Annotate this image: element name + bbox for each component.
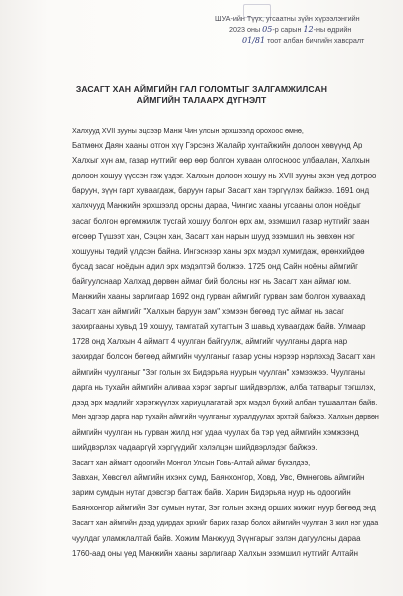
text-line: зарим сумдын нутаг дэвсгэр багтаж байв. Харин Бидэрьяа нуур нь одоогийн xyxy=(72,488,351,498)
document-body xyxy=(44,123,379,561)
paragraph-1 xyxy=(44,123,379,455)
text-line: Засагт хан аймгийг "Халхын баруун зам" хэмээн бөгөөд тус аймаг нь засаг xyxy=(72,307,345,317)
stamp-day-suffix: -ны өдрийн xyxy=(313,25,352,34)
text-line: Засагт хан аймгийн дээд удирдах эрхийг барих газар болох аймгийн чуулган 3 жил нэг удаа xyxy=(72,518,379,528)
stamp-letter-number-handwritten: 01/81 xyxy=(242,36,266,45)
text-line: захиргааны хувьд 19 хошуу, тамгатай хутагтын 3 шавьд хуваагдаж байв. Улмаар xyxy=(72,322,366,332)
text-line: бусад засаг ноёдын адил эрх мэдэлтэй болжээ. 1725 онд Сайн ноёны аймгийг xyxy=(72,261,358,271)
document-title xyxy=(0,84,403,106)
text-line: аймгийн чуулганыг "Зэг голын эх Бидэрьяа нуурын чуулган" хэмээжээ. Чуулганы xyxy=(72,367,365,377)
paragraph-2 xyxy=(44,455,379,561)
text-line: шийдвэрлэх чадааргүй хэргүүдийг хэлэлцэн шийдвэрлэдэг байжээ. xyxy=(72,442,318,452)
text-line: баруун, зүүн гарт хуваагдаж, баруун гарыг Засагт хан тэргүүлэх байжээ. 1691 онд xyxy=(72,186,370,196)
text-line: захирдаг болсон бөгөөд аймгийн чуулганыг газар усны нэрээр нэрлэхэд Засагт хан xyxy=(72,352,376,362)
text-line: Засагт хан аймагт одоогийн Монгол Улсын Говь-Алтай аймаг бүхэлдээ, xyxy=(72,458,311,468)
text-line: өгсөөр Түшээт хан, Сэцэн хан, Засагт хан нарын шууд эзэмшил нь зөвхөн нэг xyxy=(72,231,355,241)
text-line: засаг болгон өргөмжилж тусгай хошуу болгон өрх ам, эзэмшил газар нутгийг заан xyxy=(72,216,370,226)
stamp-month-handwritten: 05 xyxy=(262,25,273,34)
stamp-line-date xyxy=(215,24,403,35)
text-line: 1728 онд Халхын 4 аймагт 4 чуулган байгуулж, аймгийг чуулганы дарга нар xyxy=(72,337,348,347)
text-line: Манжийн хааны зарлигаар 1692 онд гурван аймгийг гурван зам болгон хуваахад xyxy=(72,292,366,302)
text-line: дарга нь тухайн аймгийн аливаа хэрэг заргыг шийдвэрлэж, алба татварыг тэгшлэх, xyxy=(72,382,376,392)
text-line: долоон хошуу үүссэн гэж үздэг. Халхын долоон хошуу нь XVII зууны эхэн үед дотроо xyxy=(72,171,377,181)
text-line: Мөн эдгээр дарга нар тухайн аймгийн чуулганыг хуралдуулах эрхтэй байжээ. Халхын дөрвөн xyxy=(72,412,379,421)
text-line: аймгийн чуулган нь гурван жилд нэг удаа чуулах ба тэр үед аймгийн хэмжээнд xyxy=(72,427,359,437)
registration-stamp xyxy=(215,13,403,46)
text-line: Баянхонгор аймгийн Зэг сумын нутаг, Зэг голын эхэнд орших жижиг нуур бөгөөд энд xyxy=(72,503,376,513)
title-line-1: ЗАСАГТ ХАН АЙМГИЙН ГАЛ ГОЛОМТЫГ ЗАЛГАМЖИЛСАН xyxy=(75,84,328,94)
text-line: 1760-аад оны үед Манжийн хааны зарлигаар Халхын эзэмшил нутгийг Алтайн xyxy=(72,548,358,558)
stamp-letter-text: тоот албан бичгийн хавсралт xyxy=(267,36,365,45)
text-line: Завхан, Хөвсгөл аймгийн ихэнх сумд, Баянхонгор, Ховд, Увс, Өмнөговь аймгийн xyxy=(72,473,365,483)
text-line: Халхууд XVII зууны эцсээр Манж Чин улсын эрхшээлд орохоос өмнө, xyxy=(72,126,304,135)
stamp-day-handwritten: 12 xyxy=(303,25,314,34)
stamp-line-institute: ШУА-ийн Түүх, угсаатны зүйн хүрээлэнгийн xyxy=(215,14,360,23)
stamp-line-letter xyxy=(215,35,403,46)
stamp-year: 2023 оны xyxy=(229,25,261,34)
text-line: байгуулснаар Халхад дөрвөн аймаг бий болсны нэг нь Засагт хан аймаг юм. xyxy=(72,276,352,286)
text-line: хошууны төдий үлдсэн байна. Ингэснээр ханы эрх мэдэл хумигдаж, өрөнхийдөө xyxy=(72,246,365,256)
text-line: Батмөнх Даян хааны отгон хүү Гэрсэнз Жалайр хунтайжийн долоон хөвүүнд Ар xyxy=(72,141,363,151)
text-line: чуулдаг уламжлалтай байв. Хожим Манжууд Зүүнгарыг эзлэн дагуулсны дараа xyxy=(72,533,361,543)
title-line-2: АЙМГИЙН ТАЛААРХ ДҮГНЭЛТ xyxy=(136,95,267,105)
text-line: Халхыг хүн ам, газар нутгийг өөр өөр болгон хуваан олгосноос улбаалан, Халхын xyxy=(72,156,370,166)
stamp-month-suffix: -р сарын xyxy=(272,25,302,34)
text-line: дээд эрх мэдлийг хэрэгжүүлэх хариуцлагатай эрх мэдэл бүхий албан тушаалтан байв. xyxy=(72,397,378,407)
text-line: халхчууд Манжийн эрхшээлд орсны дараа, Чингис хааны угсааны олон ноёдыг xyxy=(72,201,361,211)
